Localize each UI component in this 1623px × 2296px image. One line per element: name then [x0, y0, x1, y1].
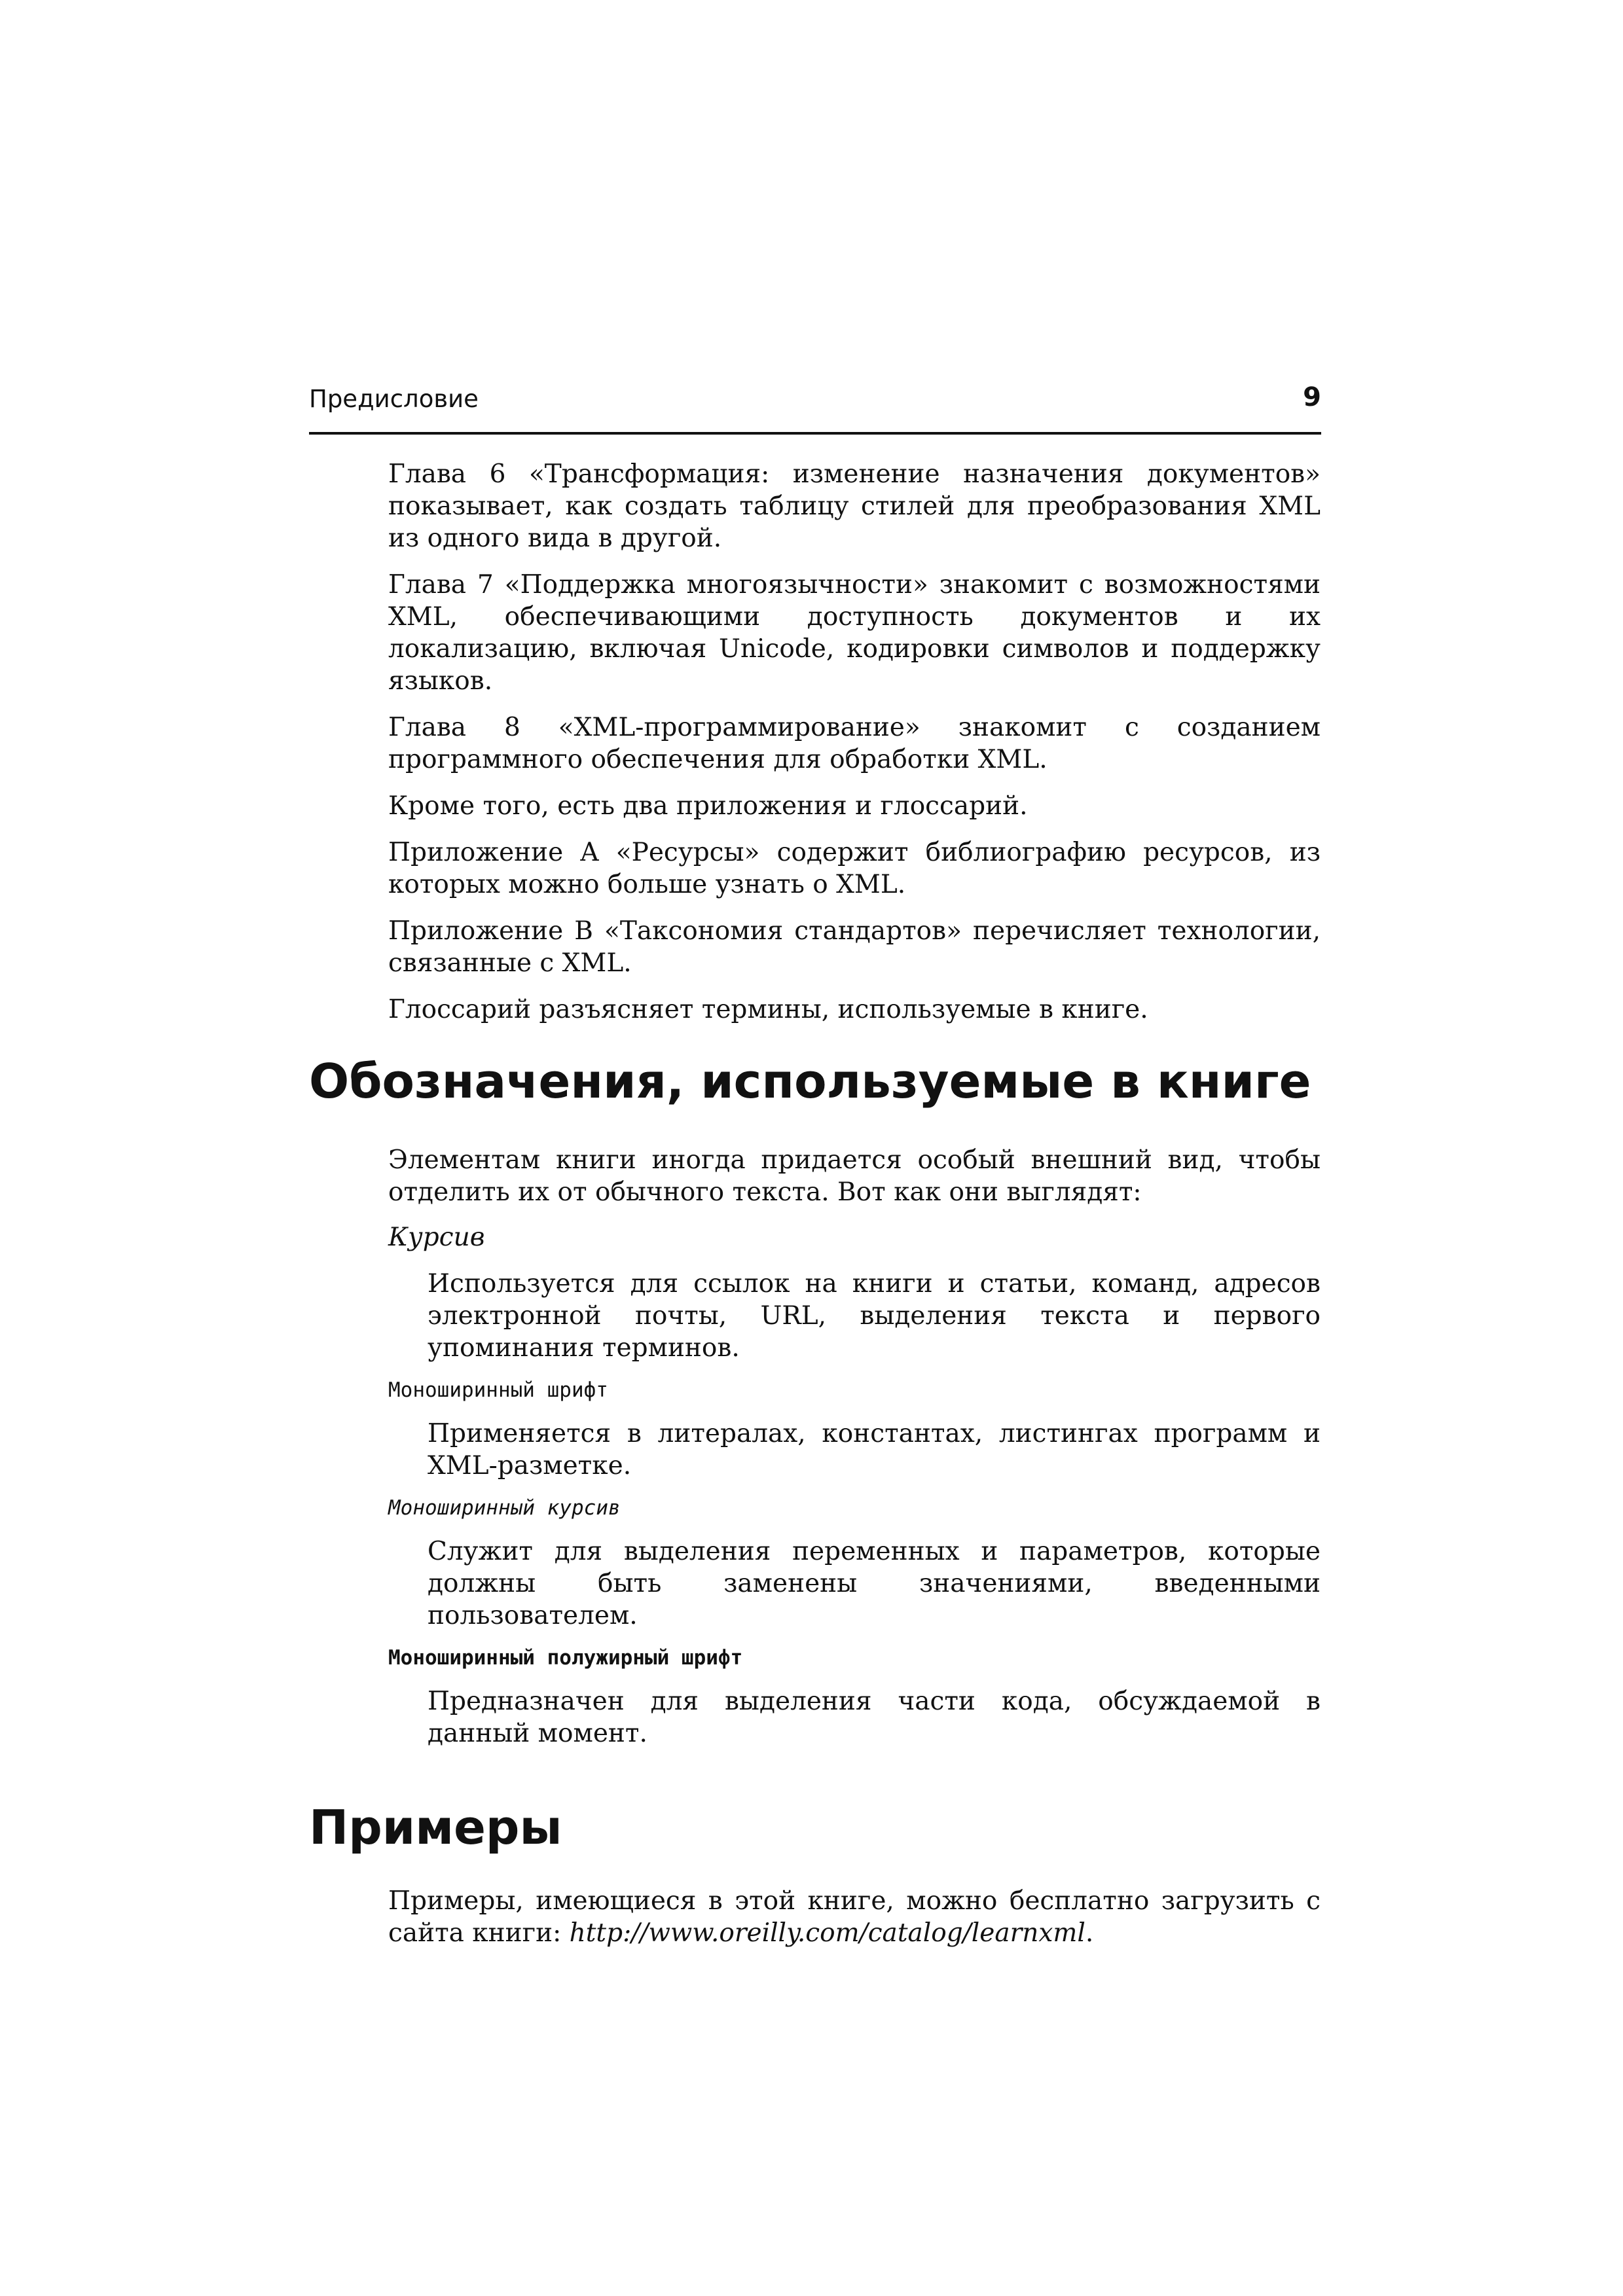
paragraph-appendix-b: Приложение B «Таксономия стандартов» перечисляет технологии, связанные с XML.: [388, 916, 1321, 978]
desc-monospace-bold: Предназначен для выделения части кода, обсуждаемой в данный момент.: [428, 1687, 1321, 1748]
examples-paragraph: [388, 1885, 1321, 1949]
term-monospace: Моноширинный шрифт: [388, 1378, 608, 1402]
desc-monospace: Применяется в литералах, константах, листингах программ и XML-разметке.: [428, 1419, 1321, 1480]
desc-italic: Используется для ссылок на книги и статьи, команд, адресов электронной почты, URL, выделения текста и первого упоминания терминов.: [428, 1269, 1321, 1363]
term-italic: Курсив: [388, 1223, 485, 1252]
paragraph-ch8: Глава 8 «XML-программирование» знакомит с созданием программного обеспечения для обработки XML.: [388, 713, 1321, 774]
examples-section: [388, 1885, 1321, 1964]
paragraph-glossary: Глоссарий разъясняет термины, используемые в книге.: [388, 995, 1148, 1024]
paragraph-ch6: Глава 6 «Трансформация: изменение назначения документов» показывает, как создать таблицу стилей для преобразования XML из одного вида в другой.: [388, 459, 1321, 553]
examples-url[interactable]: http://www.oreilly.com/catalog/learnxml: [569, 1918, 1085, 1948]
page-header: [309, 382, 1321, 435]
section-heading-conventions: Обозначения, используемые в книге: [309, 1054, 1311, 1109]
conventions-lead: Элементам книги иногда придается особый внешний вид, чтобы отделить их от обычного текста. Вот как они выглядят:: [388, 1145, 1321, 1207]
running-title: Предисловие: [309, 385, 479, 413]
desc-monospace-italic: Служит для выделения переменных и параметров, которые должны быть заменены значениями, введенными пользователем.: [428, 1537, 1321, 1630]
examples-end: .: [1085, 1918, 1094, 1948]
examples-text: Примеры, имеющиеся в этой книге, можно бесплатно загрузить с сайта книги:: [388, 1886, 1321, 1948]
conventions-section: [388, 1144, 1321, 1764]
chapter-overview: [388, 458, 1321, 1040]
section-heading-examples: Примеры: [309, 1800, 562, 1855]
paragraph-also: Кроме того, есть два приложения и глоссарий.: [388, 791, 1028, 821]
term-monospace-bold: Моноширинный полужирный шрифт: [388, 1646, 743, 1670]
term-monospace-italic: Моноширинный курсив: [388, 1496, 621, 1520]
paragraph-ch7: Глава 7 «Поддержка многоязычности» знакомит с возможностями XML, обеспечивающими доступность документов и их локализацию, включая Unicode, кодировки символов и поддержку языков.: [388, 570, 1321, 696]
page-number: 9: [1303, 382, 1321, 412]
paragraph-appendix-a: Приложение A «Ресурсы» содержит библиографию ресурсов, из которых можно больше узнать о XML.: [388, 838, 1321, 899]
